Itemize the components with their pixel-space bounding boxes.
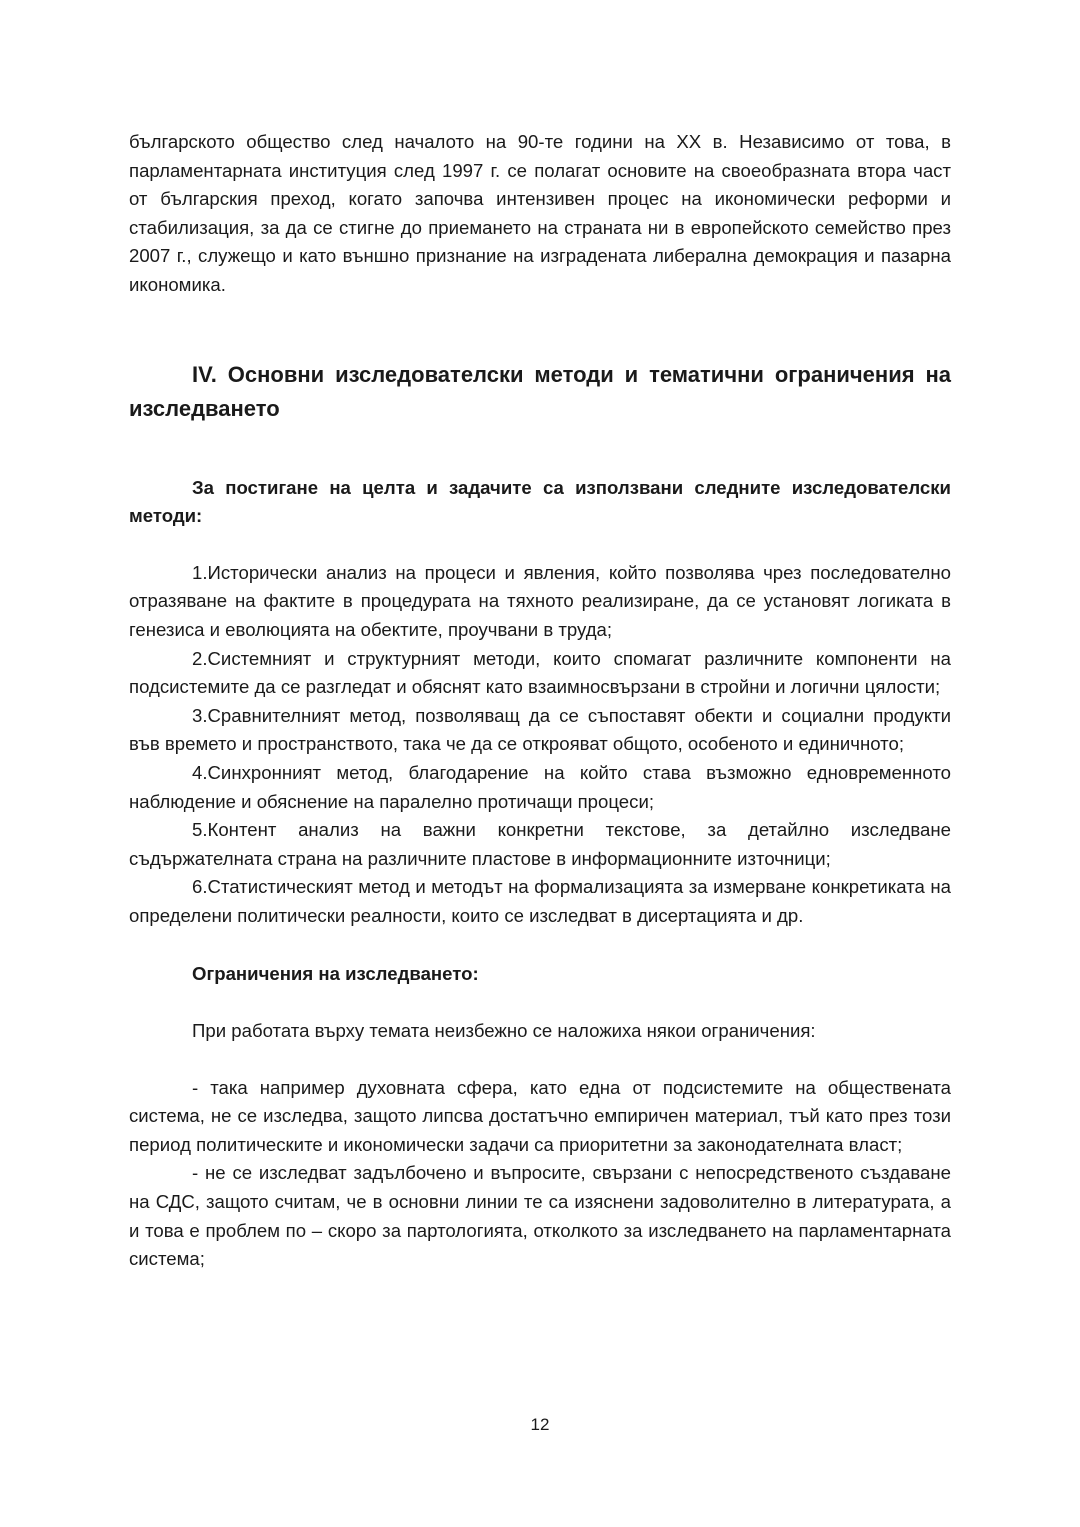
limits-list <box>129 1074 951 1274</box>
method-item: 3.Сравнителният метод, позволяващ да се съпоставят обекти и социални продукти във времето и пространството, така че да се открояват общото, особеното и единичното; <box>129 704 951 755</box>
intro-paragraph: българското общество след началото на 90-те години на XX в. Независимо от това, в парламентарната институция след 1997 г. се полагат основите на своеобразната втора част от българския преход, когато започва интензивен процес на икономически реформи и стабилизация, за да се стигне до приемането на страната ни в европейското семейство през 2007 г., служещо и като външно признание на изградената либерална демокрация и пазарна икономика. <box>129 131 951 295</box>
methods-heading: За постигане на целта и задачите са използвани следните изследователски методи: <box>129 476 951 527</box>
methods-list <box>129 559 951 931</box>
limits-intro: При работата върху темата неизбежно се наложиха някои ограничения: <box>192 1020 816 1042</box>
limits-heading: Ограничения на изследването: <box>192 963 479 985</box>
method-item: 4.Синхронният метод, благодарение на който става възможно едновременното наблюдение и обяснение на паралелно протичащи процеси; <box>129 761 951 812</box>
method-item: 2.Системният и структурният методи, които спомагат различните компоненти на подсистемите да се разгледат и обяснят като взаимносвързани в стройни и логични цялости; <box>129 647 951 698</box>
method-item: 1.Исторически анализ на процеси и явления, който позволява чрез последователно отразяване на фактите в процедурата на тяхното реализиране, да се установят логиката в генезиса и еволюцията на обектите, проучвани в труда; <box>129 561 951 640</box>
limit-item: - не се изследват задълбочено и въпросите, свързани с непосредственото създаване на СДС, защото считам, че в основни линии те са изяснени задоволително в литературата, а и това е проблем по – скоро за партологията, отколкото за изследването на парламентарната система; <box>129 1162 951 1270</box>
document-page <box>129 128 951 1274</box>
method-item: 6.Статистическият метод и методът на формализацията за измерване конкретиката на определени политически реалности, които се изследват в дисертацията и др. <box>129 876 951 926</box>
page-number: 12 <box>530 1415 550 1434</box>
limit-item: - така например духовната сфера, като една от подсистемите на обществената система, не се изследва, защото липсва достатъчно емпиричен материал, тъй като през този период политическите и икономически задачи са приоритетни за законодателната власт; <box>129 1076 951 1155</box>
section-heading: IV. Основни изследователски методи и тематични ограничения на изследването <box>129 361 951 421</box>
method-item: 5.Контент анализ на важни конкретни текстове, за детайлно изследване съдържателната страна на различните пластове в информационните източници; <box>129 819 951 869</box>
